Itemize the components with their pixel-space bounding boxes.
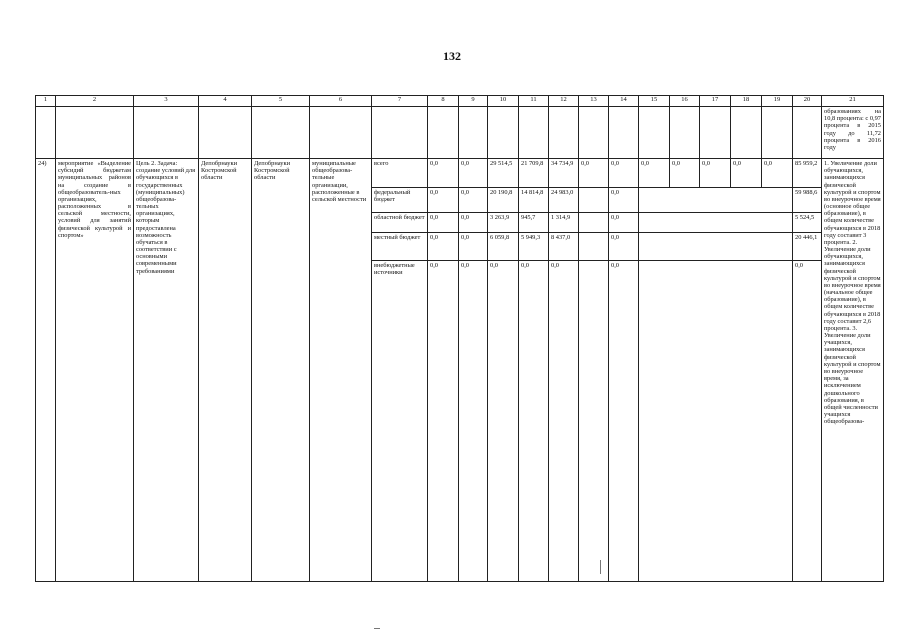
header-col-18: 18	[731, 96, 762, 107]
indicator-text: 1. Увеличение доли обучающихся, занимающихся физической культурой и спортом во внеурочное время (основное общее образование), в общем количестве обучающихся в 2018 году составит 3 процента. 2. Увеличение доли обучающихся, занимающихся физической культурой и спортом во внеурочное время (начальное общее образование), в общем количестве обучающихся в 2018 году составит 2,6 процента. 3. Увеличение доли учащихся, занимающихся физической культурой и спортом во внеурочное время, за исключением дошкольного образования, в общей численности учащихся общеобразова-	[822, 159, 884, 582]
continuation-row	[36, 107, 884, 159]
value-cell: 0,0	[459, 233, 488, 261]
value-cell: 0,0	[731, 159, 762, 188]
value-cell: 0,0	[579, 159, 609, 188]
value-cell-total: 5 524,5	[793, 213, 822, 233]
value-cell	[700, 213, 731, 233]
participants: муниципальные общеобразова-тельные организации, расположенные в сельской местности	[310, 159, 372, 582]
value-cell: 0,0	[609, 159, 639, 188]
source-label-extrabudget: внебюджетные источники	[372, 261, 428, 582]
value-cell: 0,0	[488, 261, 519, 582]
value-cell: 945,7	[519, 213, 549, 233]
value-cell: 6 059,8	[488, 233, 519, 261]
header-col-3: 3	[134, 96, 199, 107]
value-cell	[639, 188, 670, 213]
value-cell: 5 949,3	[519, 233, 549, 261]
value-cell: 0,0	[428, 213, 459, 233]
header-col-17: 17	[700, 96, 731, 107]
header-col-6: 6	[310, 96, 372, 107]
value-cell: 0,0	[428, 159, 459, 188]
header-col-4: 4	[199, 96, 252, 107]
value-cell: 14 814,8	[519, 188, 549, 213]
value-cell: 0,0	[459, 159, 488, 188]
header-col-14: 14	[609, 96, 639, 107]
value-cell: 0,0	[428, 261, 459, 582]
value-cell: 0,0	[700, 159, 731, 188]
header-row	[36, 96, 884, 107]
value-cell	[731, 261, 762, 582]
source-label-regional: областной бюджет	[372, 213, 428, 233]
value-cell: 29 514,5	[488, 159, 519, 188]
value-cell: 8 437,0	[549, 233, 579, 261]
value-cell	[639, 213, 670, 233]
value-cell	[579, 188, 609, 213]
value-cell: 0,0	[459, 261, 488, 582]
value-cell: 0,0	[519, 261, 549, 582]
program-table	[35, 95, 884, 582]
scan-artifact	[374, 628, 380, 629]
value-cell: 0,0	[428, 188, 459, 213]
header-col-8: 8	[428, 96, 459, 107]
value-cell	[670, 213, 700, 233]
header-col-19: 19	[762, 96, 793, 107]
value-cell: 0,0	[428, 233, 459, 261]
page-number: 132	[443, 49, 461, 63]
value-cell	[731, 233, 762, 261]
value-cell	[639, 233, 670, 261]
header-col-21: 21	[822, 96, 884, 107]
value-cell: 0,0	[549, 261, 579, 582]
value-cell	[670, 188, 700, 213]
source-label-federal: федеральный бюджет	[372, 188, 428, 213]
value-cell	[700, 233, 731, 261]
value-cell	[670, 261, 700, 582]
value-cell	[700, 261, 731, 582]
value-cell: 21 709,8	[519, 159, 549, 188]
value-cell	[579, 213, 609, 233]
value-cell	[579, 261, 609, 582]
goal-text: Цель 2. Задача: создание условий для обучающихся в государственных (муниципальных) общеобразова-тельных организациях, которым предоставлена возможность обучаться в соответствии с основными современными требованиями	[134, 159, 199, 582]
value-cell: 0,0	[609, 213, 639, 233]
header-col-20: 20	[793, 96, 822, 107]
header-col-7: 7	[372, 96, 428, 107]
value-cell	[762, 188, 793, 213]
header-col-9: 9	[459, 96, 488, 107]
header-col-10: 10	[488, 96, 519, 107]
value-cell-total: 85 959,2	[793, 159, 822, 188]
header-col-12: 12	[549, 96, 579, 107]
value-cell: 3 263,9	[488, 213, 519, 233]
value-cell-total: 59 988,6	[793, 188, 822, 213]
value-cell: 0,0	[459, 188, 488, 213]
row-number: 24)	[36, 159, 56, 582]
value-cell	[670, 233, 700, 261]
executor: Депобрнауки Костромской области	[199, 159, 252, 582]
value-cell: 0,0	[670, 159, 700, 188]
value-cell-total: 0,0	[793, 261, 822, 582]
value-cell	[639, 261, 670, 582]
value-cell	[700, 188, 731, 213]
value-cell: 34 734,9	[549, 159, 579, 188]
value-cell	[762, 233, 793, 261]
value-cell	[579, 233, 609, 261]
value-cell: 0,0	[609, 261, 639, 582]
value-cell: 20 190,8	[488, 188, 519, 213]
event-name: мероприятие «Выделение субсидий бюджетам муниципальных районов на создание в общеобразователь-ных организациях, расположенных в сельской местности, условий для занятий физической культурой и спортом»	[56, 159, 134, 582]
continuation-indicator-text: образованиях на 10,8 процента: с 0,97 процента в 2015 году до 11,72 процента в 2016 году	[822, 107, 884, 159]
value-cell: 24 983,0	[549, 188, 579, 213]
value-cell: 0,0	[609, 233, 639, 261]
coexecutor: Депобрнауки Костромской области	[252, 159, 310, 582]
value-cell	[762, 213, 793, 233]
table-row-total	[36, 159, 884, 188]
value-cell: 0,0	[762, 159, 793, 188]
header-col-5: 5	[252, 96, 310, 107]
value-cell: 0,0	[609, 188, 639, 213]
value-cell	[762, 261, 793, 582]
value-cell: 1 314,9	[549, 213, 579, 233]
header-col-2: 2	[56, 96, 134, 107]
source-label-total: всего	[372, 159, 428, 188]
value-cell: 0,0	[459, 213, 488, 233]
value-cell	[731, 213, 762, 233]
header-col-11: 11	[519, 96, 549, 107]
source-label-local: местный бюджет	[372, 233, 428, 261]
header-col-15: 15	[639, 96, 670, 107]
value-cell	[731, 188, 762, 213]
scan-artifact	[600, 560, 601, 574]
value-cell-total: 20 446,1	[793, 233, 822, 261]
value-cell: 0,0	[639, 159, 670, 188]
header-col-13: 13	[579, 96, 609, 107]
header-col-16: 16	[670, 96, 700, 107]
header-col-1: 1	[36, 96, 56, 107]
